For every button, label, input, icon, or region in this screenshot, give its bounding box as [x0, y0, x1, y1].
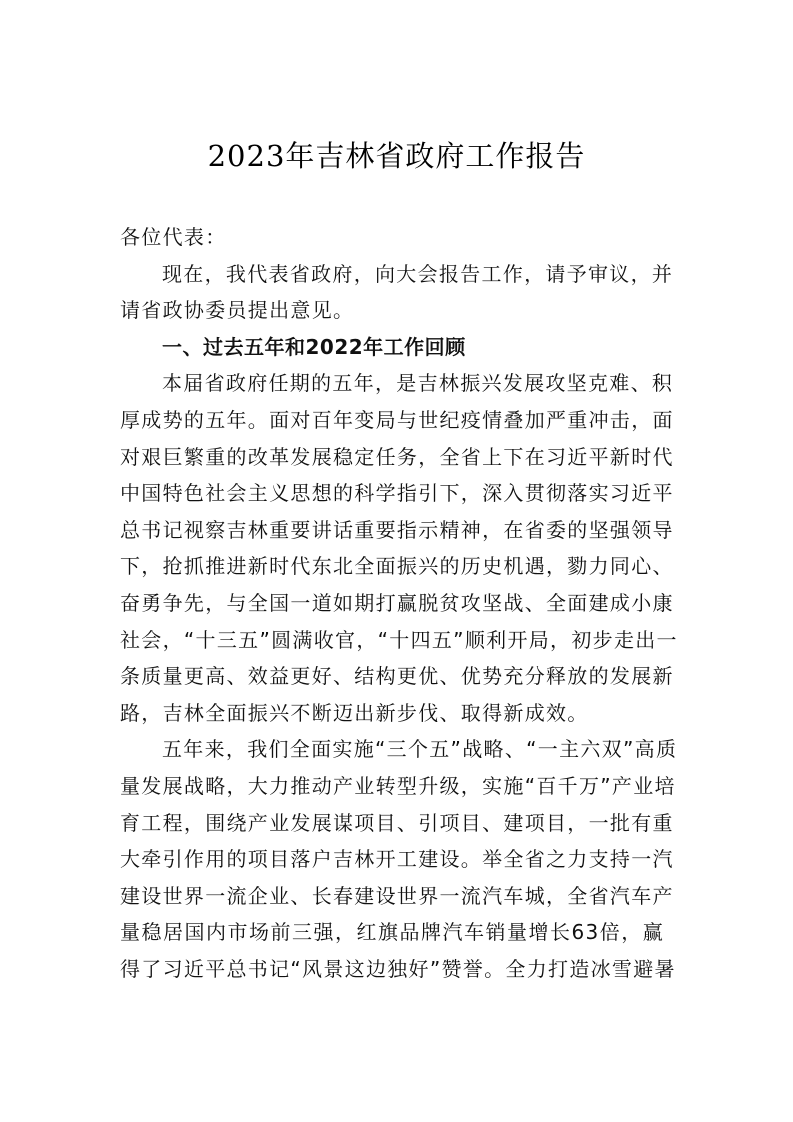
salutation: 各位代表：	[120, 225, 227, 249]
paragraph-line: 总书记视察吉林重要讲话重要指示精神，在省委的坚强领导	[120, 517, 674, 542]
document-body	[120, 219, 678, 987]
paragraph-line: 现在，我代表省政府，向大会报告工作，请予审议，并	[162, 261, 674, 286]
paragraph-line: 条质量更高、效益更好、结构更优、优势充分释放的发展新	[120, 664, 674, 689]
paragraph-line: 厚成势的五年。面对百年变局与世纪疫情叠加严重冲击，面	[120, 407, 674, 432]
paragraph-line: 大牵引作用的项目落户吉林开工建设。举全省之力支持一汽	[120, 847, 674, 872]
paragraph-line: 育工程，围绕产业发展谋项目、引项目、建项目，一批有重	[120, 810, 674, 835]
section-heading: 一、过去五年和2022年工作回顾	[162, 334, 466, 359]
paragraph-line: 路，吉林全面振兴不断迈出新步伐、取得新成效。	[120, 700, 589, 725]
paragraph-line: 奋勇争先，与全国一道如期打赢脱贫攻坚战、全面建成小康	[120, 590, 674, 615]
document-title: 2023年吉林省政府工作报告	[207, 139, 586, 173]
paragraph-line: 中国特色社会主义思想的科学指引下，深入贯彻落实习近平	[120, 481, 674, 506]
paragraph-line: 建设世界一流企业、长春建设世界一流汽车城，全省汽车产	[120, 883, 674, 908]
paragraph-line: 对艰巨繁重的改革发展稳定任务，全省上下在习近平新时代	[120, 444, 674, 469]
paragraph-line: 请省政协委员提出意见。	[120, 298, 355, 323]
paragraph-line: 量发展战略，大力推动产业转型升级，实施“百千万”产业培	[120, 773, 676, 798]
paragraph-line: 五年来，我们全面实施“三个五”战略、“一主六双”高质	[162, 737, 678, 762]
paragraph-line: 社会，“十三五”圆满收官，“十四五”顺利开局，初步走出一	[120, 627, 678, 652]
paragraph-line: 下，抢抓推进新时代东北全面振兴的历史机遇，勠力同心、	[120, 554, 674, 579]
paragraph-line: 得了习近平总书记“风景这边独好”赞誉。全力打造冰雪避暑	[120, 956, 676, 981]
paragraph-line: 量稳居国内市场前三强，红旗品牌汽车销量增长63倍，赢	[120, 920, 664, 945]
paragraph-line: 本届省政府任期的五年，是吉林振兴发展攻坚克难、积	[162, 371, 674, 396]
